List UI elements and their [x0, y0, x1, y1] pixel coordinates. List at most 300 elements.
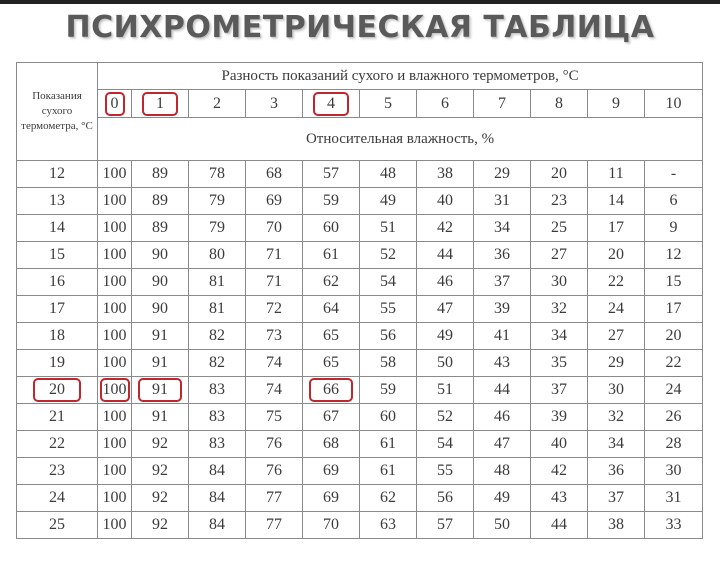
humidity-cell	[645, 269, 703, 296]
humidity-cell	[474, 350, 531, 377]
humidity-cell	[246, 431, 303, 458]
difference-value: 6	[441, 94, 449, 112]
humidity-value: 20	[665, 327, 682, 344]
difference-caption: Разность показаний сухого и влажного термометров, °С	[98, 63, 703, 90]
humidity-value: 9	[669, 219, 678, 236]
humidity-value: 37	[494, 273, 510, 290]
dry-temperature-cell	[17, 269, 98, 296]
humidity-cell	[474, 242, 531, 269]
table-row	[17, 323, 703, 350]
humidity-value: 34	[551, 327, 567, 344]
humidity-cell	[588, 269, 645, 296]
table-row	[17, 377, 703, 404]
dry-temperature-cell	[17, 242, 98, 269]
humidity-value: 68	[323, 435, 339, 452]
humidity-value: 100	[102, 435, 127, 452]
humidity-value: 92	[152, 489, 168, 506]
humidity-cell	[246, 512, 303, 539]
humidity-cell	[417, 242, 474, 269]
humidity-cell	[474, 323, 531, 350]
table-row	[17, 188, 703, 215]
humidity-cell	[189, 485, 246, 512]
humidity-value: 50	[437, 354, 453, 371]
humidity-value: 56	[437, 489, 453, 506]
humidity-cell	[588, 323, 645, 350]
dry-temperature-cell	[17, 431, 98, 458]
humidity-cell	[645, 350, 703, 377]
dry-temperature-value: 21	[49, 408, 65, 425]
humidity-value: 31	[665, 489, 682, 506]
dry-temperature-value: 22	[49, 435, 65, 452]
humidity-value: 100	[102, 165, 127, 182]
humidity-cell	[98, 215, 132, 242]
humidity-cell	[417, 350, 474, 377]
dry-temperature-value: 14	[49, 219, 65, 236]
humidity-cell	[417, 485, 474, 512]
humidity-value: 100	[102, 192, 127, 209]
psychrometric-table	[16, 62, 703, 539]
humidity-value: 69	[323, 489, 339, 506]
humidity-value: 72	[266, 300, 282, 317]
humidity-cell	[132, 161, 189, 188]
humidity-value: 100	[102, 300, 127, 317]
humidity-value: 51	[380, 219, 396, 236]
humidity-cell	[246, 161, 303, 188]
humidity-value: 36	[608, 462, 624, 479]
humidity-cell	[189, 404, 246, 431]
dry-temperature-cell	[17, 512, 98, 539]
top-border	[0, 0, 720, 4]
humidity-cell	[531, 296, 588, 323]
humidity-cell	[98, 242, 132, 269]
humidity-cell	[588, 215, 645, 242]
humidity-value: 75	[266, 408, 282, 425]
humidity-value: 50	[494, 516, 510, 533]
humidity-value: 90	[152, 273, 168, 290]
humidity-value: 71	[266, 246, 282, 263]
humidity-cell	[417, 161, 474, 188]
humidity-cell	[246, 242, 303, 269]
humidity-cell	[417, 404, 474, 431]
humidity-value: 100	[102, 327, 127, 344]
humidity-cell	[531, 350, 588, 377]
humidity-cell	[246, 323, 303, 350]
humidity-cell	[98, 323, 132, 350]
humidity-value: 42	[551, 462, 567, 479]
humidity-cell	[189, 242, 246, 269]
humidity-value: 100	[102, 273, 127, 290]
humidity-value: 15	[665, 273, 682, 290]
dry-temperature-value: 23	[49, 462, 65, 479]
humidity-cell	[98, 161, 132, 188]
humidity-cell	[303, 242, 360, 269]
humidity-value: 82	[209, 354, 225, 371]
humidity-cell	[132, 431, 189, 458]
humidity-cell	[246, 485, 303, 512]
humidity-value: 47	[494, 435, 510, 452]
humidity-cell	[98, 269, 132, 296]
difference-value: 2	[213, 94, 221, 112]
table-row	[17, 485, 703, 512]
dry-temperature-cell	[17, 215, 98, 242]
dry-temperature-value: 25	[49, 516, 65, 533]
humidity-cell	[645, 512, 703, 539]
humidity-cell	[132, 242, 189, 269]
highlighted-temperature-value: 20	[33, 378, 81, 402]
humidity-cell	[132, 404, 189, 431]
dry-temperature-cell	[17, 161, 98, 188]
humidity-cell	[132, 215, 189, 242]
humidity-value: 24	[665, 381, 682, 398]
table-row	[17, 269, 703, 296]
humidity-cell	[474, 188, 531, 215]
table-row	[17, 404, 703, 431]
humidity-cell	[360, 485, 417, 512]
humidity-cell	[246, 296, 303, 323]
humidity-cell	[474, 296, 531, 323]
humidity-cell	[360, 242, 417, 269]
humidity-value: 79	[209, 192, 225, 209]
difference-header-10	[645, 90, 703, 118]
humidity-cell	[531, 215, 588, 242]
humidity-cell	[474, 215, 531, 242]
humidity-value: 59	[380, 381, 396, 398]
humidity-value: 73	[266, 327, 282, 344]
humidity-value: 41	[494, 327, 510, 344]
highlighted-difference-value: 1	[142, 92, 178, 116]
humidity-value: 92	[152, 435, 168, 452]
humidity-value: 26	[665, 408, 682, 425]
difference-value: 5	[384, 94, 392, 112]
highlighted-difference-value: 4	[313, 92, 349, 116]
humidity-cell	[360, 377, 417, 404]
dry-temperature-cell	[17, 485, 98, 512]
dry-temperature-cell	[17, 458, 98, 485]
humidity-value: 90	[152, 246, 168, 263]
humidity-value: 100	[102, 462, 127, 479]
humidity-cell	[189, 458, 246, 485]
humidity-cell	[246, 458, 303, 485]
humidity-value: -	[670, 165, 677, 182]
humidity-cell	[360, 431, 417, 458]
humidity-value: 37	[608, 489, 624, 506]
humidity-value: 39	[551, 408, 567, 425]
humidity-value: 89	[152, 219, 168, 236]
humidity-cell	[531, 404, 588, 431]
dry-temperature-cell	[17, 188, 98, 215]
humidity-value: 79	[209, 219, 225, 236]
difference-value: 3	[270, 94, 278, 112]
humidity-cell	[474, 161, 531, 188]
difference-header-1	[132, 90, 189, 118]
humidity-cell	[360, 188, 417, 215]
humidity-value: 100	[102, 219, 127, 236]
humidity-value: 68	[266, 165, 282, 182]
humidity-value: 6	[669, 192, 678, 209]
humidity-cell	[588, 242, 645, 269]
table-row	[17, 350, 703, 377]
humidity-cell	[132, 377, 189, 404]
humidity-value: 90	[152, 300, 168, 317]
humidity-value: 20	[551, 165, 567, 182]
humidity-cell	[474, 431, 531, 458]
humidity-value: 91	[152, 354, 168, 371]
humidity-value: 63	[380, 516, 396, 533]
humidity-value: 89	[152, 165, 168, 182]
table-row	[17, 296, 703, 323]
humidity-value: 17	[665, 300, 682, 317]
difference-header-4	[303, 90, 360, 118]
humidity-cell	[303, 188, 360, 215]
humidity-cell	[360, 161, 417, 188]
table-row	[17, 458, 703, 485]
humidity-cell	[303, 512, 360, 539]
humidity-caption: Относительная влажность, %	[98, 118, 703, 161]
humidity-value: 80	[209, 246, 225, 263]
difference-header-7	[474, 90, 531, 118]
humidity-value: 89	[152, 192, 168, 209]
humidity-value: 76	[266, 462, 282, 479]
humidity-cell	[531, 323, 588, 350]
humidity-value: 43	[551, 489, 567, 506]
humidity-cell	[98, 404, 132, 431]
difference-value: 10	[665, 94, 682, 112]
humidity-cell	[98, 350, 132, 377]
humidity-cell	[303, 269, 360, 296]
humidity-value: 92	[152, 516, 168, 533]
humidity-cell	[588, 485, 645, 512]
humidity-cell	[303, 431, 360, 458]
difference-value: 7	[498, 94, 506, 112]
humidity-cell	[417, 269, 474, 296]
difference-value: 9	[612, 94, 620, 112]
humidity-value: 42	[437, 219, 453, 236]
humidity-value: 49	[380, 192, 396, 209]
humidity-cell	[531, 377, 588, 404]
difference-header-9	[588, 90, 645, 118]
humidity-value: 36	[494, 246, 510, 263]
humidity-cell	[474, 512, 531, 539]
humidity-value: 27	[551, 246, 567, 263]
humidity-cell	[360, 296, 417, 323]
humidity-value: 38	[437, 165, 453, 182]
humidity-value: 84	[209, 516, 225, 533]
humidity-cell	[189, 161, 246, 188]
humidity-value: 100	[102, 489, 127, 506]
humidity-cell	[246, 404, 303, 431]
humidity-value: 46	[437, 273, 453, 290]
difference-value: 8	[555, 94, 563, 112]
humidity-value: 44	[551, 516, 567, 533]
highlighted-difference-value: 0	[105, 92, 125, 116]
humidity-value: 30	[551, 273, 567, 290]
difference-header-6	[417, 90, 474, 118]
humidity-cell	[588, 188, 645, 215]
humidity-cell	[417, 296, 474, 323]
humidity-cell	[303, 323, 360, 350]
table-row	[17, 431, 703, 458]
humidity-value: 29	[494, 165, 510, 182]
humidity-value: 69	[323, 462, 339, 479]
humidity-cell	[303, 485, 360, 512]
humidity-value: 27	[608, 327, 624, 344]
humidity-cell	[531, 512, 588, 539]
humidity-cell	[303, 458, 360, 485]
humidity-value: 58	[380, 354, 396, 371]
humidity-cell	[645, 458, 703, 485]
humidity-cell	[588, 161, 645, 188]
humidity-cell	[474, 404, 531, 431]
humidity-cell	[645, 296, 703, 323]
humidity-value: 56	[380, 327, 396, 344]
humidity-value: 62	[380, 489, 396, 506]
humidity-cell	[531, 242, 588, 269]
table-row	[17, 512, 703, 539]
humidity-value: 35	[551, 354, 567, 371]
humidity-cell	[246, 215, 303, 242]
humidity-cell	[98, 188, 132, 215]
humidity-value: 65	[323, 354, 339, 371]
humidity-value: 48	[380, 165, 396, 182]
humidity-cell	[360, 404, 417, 431]
humidity-cell	[132, 512, 189, 539]
humidity-value: 48	[494, 462, 510, 479]
dry-temperature-cell	[17, 296, 98, 323]
humidity-value: 54	[437, 435, 453, 452]
humidity-value: 59	[323, 192, 339, 209]
humidity-value: 74	[266, 354, 282, 371]
humidity-cell	[645, 431, 703, 458]
humidity-cell	[303, 161, 360, 188]
humidity-value: 77	[266, 489, 282, 506]
humidity-value: 52	[437, 408, 453, 425]
humidity-cell	[588, 512, 645, 539]
humidity-value: 22	[608, 273, 624, 290]
humidity-value: 60	[323, 219, 339, 236]
difference-header-0	[98, 90, 132, 118]
humidity-cell	[417, 512, 474, 539]
table-body	[17, 161, 703, 539]
humidity-value: 28	[665, 435, 682, 452]
dry-temperature-cell	[17, 404, 98, 431]
humidity-cell	[474, 458, 531, 485]
humidity-cell	[417, 377, 474, 404]
humidity-value: 100	[102, 354, 127, 371]
humidity-cell	[132, 269, 189, 296]
humidity-value: 14	[608, 192, 624, 209]
dry-temperature-value: 18	[49, 327, 65, 344]
difference-header-5	[360, 90, 417, 118]
humidity-value: 100	[102, 516, 127, 533]
humidity-value: 55	[380, 300, 396, 317]
humidity-value: 24	[608, 300, 624, 317]
dry-temperature-value: 12	[49, 165, 65, 182]
humidity-cell	[303, 377, 360, 404]
humidity-cell	[645, 404, 703, 431]
humidity-cell	[303, 350, 360, 377]
humidity-value: 49	[494, 489, 510, 506]
humidity-value: 74	[266, 381, 282, 398]
psychrometric-table-container	[16, 62, 702, 546]
highlighted-humidity-value: 66	[309, 378, 353, 402]
humidity-value: 62	[323, 273, 339, 290]
humidity-cell	[303, 296, 360, 323]
humidity-cell	[645, 377, 703, 404]
humidity-value: 34	[608, 435, 624, 452]
dry-temperature-value: 16	[49, 273, 65, 290]
humidity-cell	[588, 350, 645, 377]
humidity-value: 46	[494, 408, 510, 425]
humidity-cell	[98, 512, 132, 539]
difference-header-2	[189, 90, 246, 118]
humidity-cell	[474, 269, 531, 296]
humidity-value: 12	[665, 246, 682, 263]
difference-header-8	[531, 90, 588, 118]
humidity-cell	[132, 296, 189, 323]
humidity-cell	[588, 458, 645, 485]
humidity-cell	[360, 323, 417, 350]
humidity-cell	[246, 269, 303, 296]
difference-header-row	[17, 90, 703, 118]
humidity-cell	[645, 485, 703, 512]
humidity-cell	[360, 269, 417, 296]
humidity-value: 44	[494, 381, 510, 398]
humidity-value: 70	[266, 219, 282, 236]
humidity-value: 77	[266, 516, 282, 533]
humidity-value: 91	[152, 408, 168, 425]
humidity-cell	[360, 512, 417, 539]
humidity-cell	[246, 188, 303, 215]
humidity-cell	[645, 188, 703, 215]
page-title: ПСИХРОМЕТРИЧЕСКАЯ ТАБЛИЦА	[65, 10, 655, 45]
humidity-value: 84	[209, 462, 225, 479]
humidity-cell	[645, 215, 703, 242]
humidity-value: 23	[551, 192, 567, 209]
humidity-cell	[417, 458, 474, 485]
humidity-cell	[531, 458, 588, 485]
humidity-value: 30	[665, 462, 682, 479]
humidity-cell	[360, 350, 417, 377]
dry-temperature-cell	[17, 323, 98, 350]
table-row	[17, 215, 703, 242]
humidity-cell	[531, 431, 588, 458]
humidity-cell	[189, 188, 246, 215]
humidity-value: 57	[323, 165, 339, 182]
humidity-value: 60	[380, 408, 396, 425]
humidity-value: 83	[209, 435, 225, 452]
humidity-value: 64	[323, 300, 339, 317]
humidity-value: 39	[494, 300, 510, 317]
humidity-value: 49	[437, 327, 453, 344]
humidity-value: 61	[380, 435, 396, 452]
humidity-value: 100	[102, 246, 127, 263]
dry-temperature-cell	[17, 377, 98, 404]
humidity-value: 40	[551, 435, 567, 452]
humidity-cell	[132, 350, 189, 377]
humidity-value: 57	[437, 516, 453, 533]
humidity-cell	[417, 323, 474, 350]
humidity-cell	[189, 377, 246, 404]
humidity-value: 71	[266, 273, 282, 290]
humidity-value: 37	[551, 381, 567, 398]
humidity-cell	[98, 296, 132, 323]
humidity-cell	[417, 215, 474, 242]
humidity-value: 55	[437, 462, 453, 479]
humidity-cell	[645, 323, 703, 350]
humidity-value: 84	[209, 489, 225, 506]
humidity-cell	[189, 296, 246, 323]
humidity-cell	[588, 431, 645, 458]
